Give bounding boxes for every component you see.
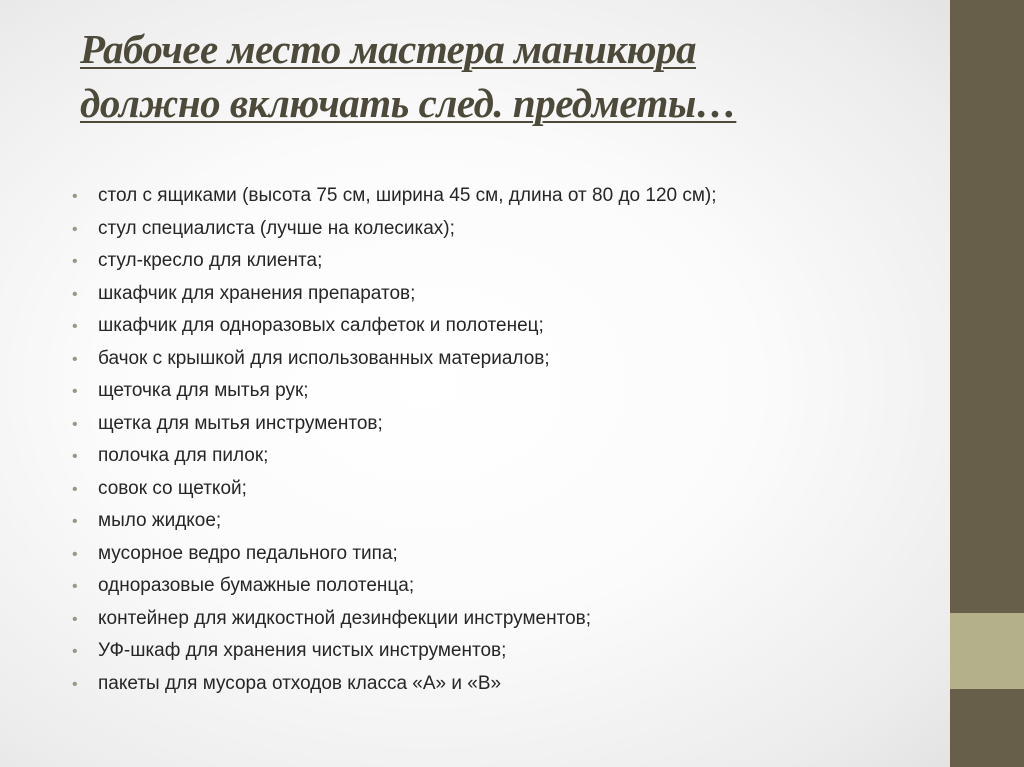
list-item (72, 278, 717, 311)
list-item (72, 375, 717, 408)
list-item (72, 570, 717, 603)
bullet-icon: • (72, 188, 78, 205)
list-item-text: бачок с крышкой для использованных материалов; (98, 347, 550, 369)
list-item-text: щеточка для мытья рук; (98, 380, 309, 401)
bullet-icon: • (72, 480, 78, 498)
list-item (72, 668, 717, 701)
list-item-text: одноразовые бумажные полотенца; (98, 575, 415, 596)
bullet-icon: • (72, 318, 78, 335)
bullet-icon: • (72, 578, 78, 595)
list-item (72, 310, 717, 343)
list-item-text: пакеты для мусора отходов класса «А» и «В» (98, 672, 502, 694)
list-item-text: мусорное ведро педального типа; (98, 542, 398, 564)
list-item (72, 343, 717, 376)
list-item-text: полочка для пилок; (98, 445, 269, 466)
slide-title (80, 22, 940, 130)
bullet-icon: • (72, 383, 78, 400)
list-item-text: стул специалиста (лучше на колесиках); (98, 217, 455, 239)
list-item (72, 213, 717, 246)
list-item (72, 245, 717, 278)
list-item-text: стол с ящиками (высота 75 см, ширина 45 см, длина от 80 до 120 см); (98, 185, 717, 206)
list-item-text: контейнер для жидкостной дезинфекции инструментов; (98, 607, 592, 629)
list-item (72, 635, 717, 668)
list-item (72, 505, 717, 538)
slide-title-line: Рабочее место мастера маникюра (80, 26, 696, 72)
bullet-icon: • (72, 675, 78, 693)
list-item-text: шкафчик для одноразовых салфеток и полотенец; (98, 315, 544, 336)
list-item-text: шкафчик для хранения препаратов; (98, 282, 416, 304)
list-item-text: совок со щеткой; (98, 477, 247, 499)
bullet-icon: • (72, 610, 78, 628)
list-item (72, 408, 717, 441)
bullet-icon: • (72, 513, 78, 530)
bullet-icon: • (72, 448, 78, 465)
equipment-list (72, 180, 717, 700)
bullet-icon: • (72, 545, 78, 563)
list-item-text: стул-кресло для клиента; (98, 250, 323, 271)
bullet-icon: • (72, 220, 78, 238)
list-item-text: мыло жидкое; (98, 510, 222, 531)
bullet-icon: • (72, 253, 78, 270)
list-item (72, 473, 717, 506)
bullet-icon: • (72, 643, 78, 660)
list-item (72, 603, 717, 636)
list-item (72, 538, 717, 571)
bullet-icon: • (72, 285, 78, 303)
list-item (72, 180, 717, 213)
bullet-icon: • (72, 350, 78, 368)
list-item (72, 440, 717, 473)
sidebar-accent-block (950, 613, 1024, 689)
bullet-icon: • (72, 415, 78, 433)
list-item-text: щетка для мытья инструментов; (98, 412, 383, 434)
list-item-text: УФ-шкаф для хранения чистых инструментов; (98, 640, 507, 661)
slide-title-line: должно включать след. предметы… (80, 80, 737, 126)
